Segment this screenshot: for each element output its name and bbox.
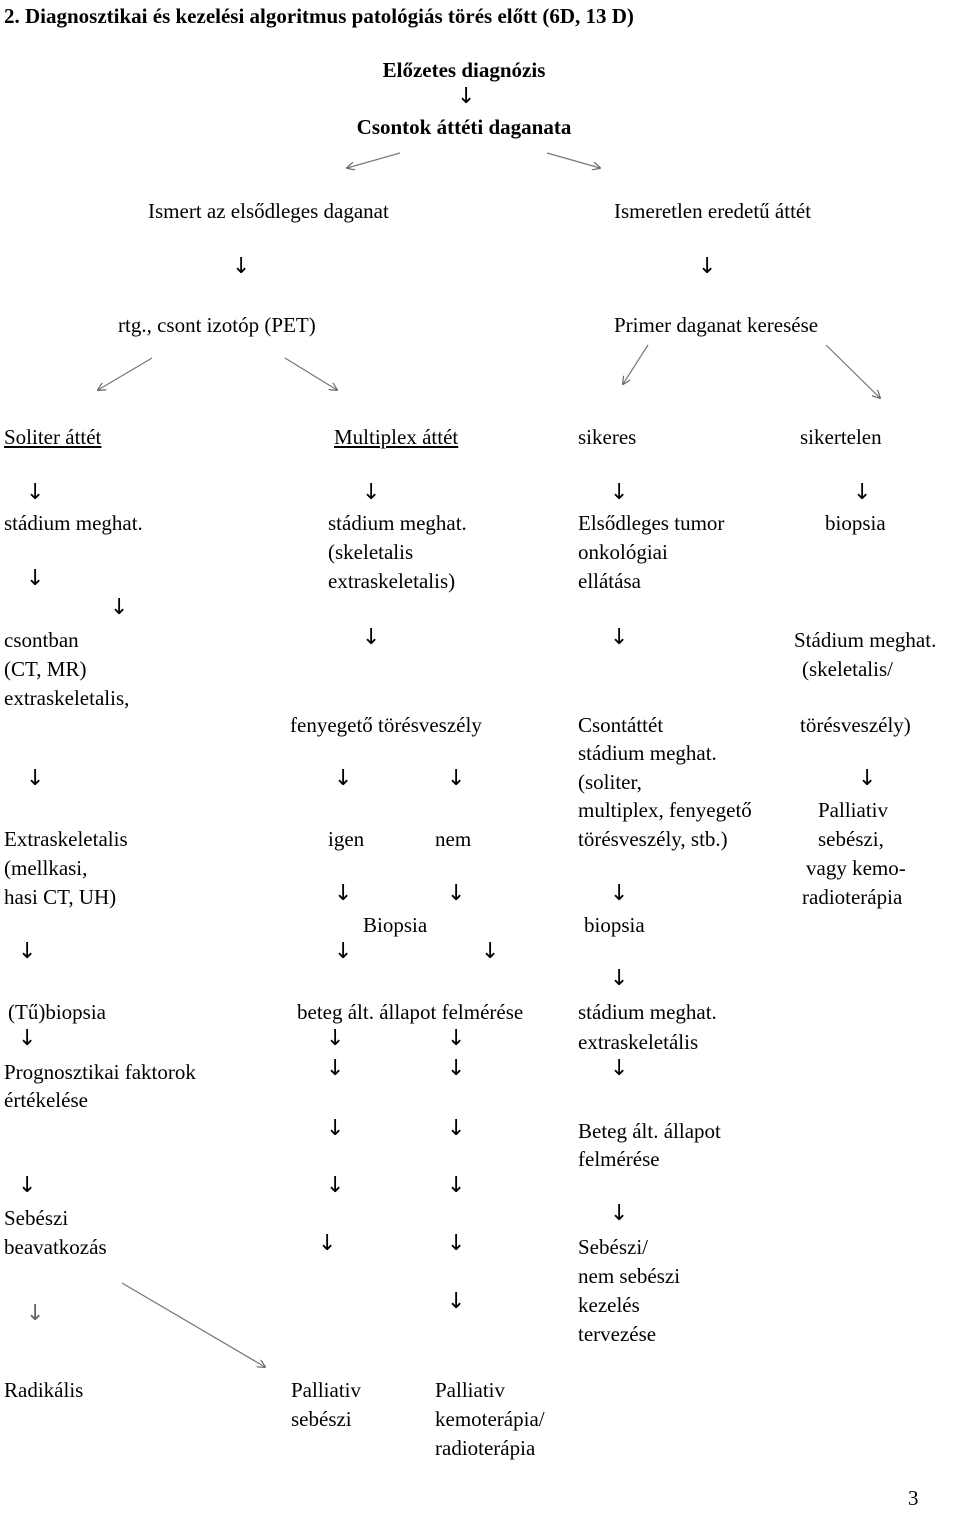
connector-to-sikertelen <box>826 345 880 398</box>
col1-stadium-meghat: stádium meghat. <box>4 511 143 535</box>
palliativ-kemo-line3: radioterápia <box>435 1436 536 1460</box>
beteg-alt-allapot-felmerese: beteg ált. állapot felmérése <box>297 1000 524 1024</box>
mellkasi: (mellkasi, <box>4 856 88 880</box>
csontok-atteti-daganata: Csontok áttéti daganata <box>356 115 572 139</box>
connector-to-ismert <box>347 153 400 168</box>
col4-biopsia: biopsia <box>825 511 886 535</box>
down-arrow-icon: ↓ <box>26 566 45 591</box>
col3-extraskeletalis: extraskeletális <box>578 1030 699 1054</box>
connector-to-palliativ <box>122 1283 265 1367</box>
down-arrow-icon: ↓ <box>26 1301 45 1326</box>
beavatkozas: beavatkozás <box>4 1235 107 1259</box>
down-arrow-icon: ↓ <box>110 595 129 620</box>
tubiopsia: (Tű)biopsia <box>8 1000 106 1024</box>
col4-sebeszi: sebészi, <box>818 827 884 851</box>
down-arrow-icon: ↓ <box>334 939 353 964</box>
csontban: csontban <box>4 628 79 652</box>
nem: nem <box>435 827 472 851</box>
onkologiai: onkológiai <box>578 540 668 564</box>
down-arrow-icon: ↓ <box>318 1231 337 1256</box>
col3-multiplex: multiplex, fenyegető <box>578 798 752 822</box>
page-title: 2. Diagnosztikai és kezelési algoritmus patológiás törés előtt (6D, 13 D) <box>4 4 634 28</box>
down-arrow-icon: ↓ <box>481 939 500 964</box>
col4-palliativ: Palliativ <box>818 798 888 822</box>
col4-vagy-kemo: vagy kemo- <box>806 856 906 880</box>
col4-radioterapia: radioterápia <box>802 885 903 909</box>
igen: igen <box>328 827 365 851</box>
down-arrow-icon: ↓ <box>610 1201 629 1226</box>
csontattet: Csontáttét <box>578 713 664 737</box>
ellatasa: ellátása <box>578 569 641 593</box>
page-number: 3 <box>908 1486 919 1510</box>
col2-biopsia: Biopsia <box>363 913 428 937</box>
down-arrow-icon: ↓ <box>610 966 629 991</box>
primer-daganat-keresese: Primer daganat keresése <box>614 313 819 337</box>
radikalis: Radikális <box>4 1378 84 1402</box>
down-arrow-icon: ↓ <box>26 480 45 505</box>
connector-to-soliter <box>98 358 152 390</box>
ismert-daganat: Ismert az elsődleges daganat <box>148 199 389 223</box>
down-arrow-icon: ↓ <box>362 625 381 650</box>
down-arrow-icon: ↓ <box>447 1231 466 1256</box>
col3-sebeszi: Sebészi/ <box>578 1235 648 1259</box>
down-arrow-icon: ↓ <box>232 254 251 279</box>
down-arrow-icon: ↓ <box>853 480 872 505</box>
palliativ-kemo-line2: kemoterápia/ <box>435 1407 545 1431</box>
down-arrow-icon: ↓ <box>858 766 877 791</box>
down-arrow-icon: ↓ <box>26 766 45 791</box>
ertekelese: értékelése <box>4 1088 88 1112</box>
ct-mr: (CT, MR) <box>4 657 87 681</box>
down-arrow-icon: ↓ <box>326 1116 345 1141</box>
down-arrow-icon: ↓ <box>18 939 37 964</box>
col2-extraskeletalis: extraskeletalis) <box>328 569 456 593</box>
down-arrow-icon: ↓ <box>447 1173 466 1198</box>
col2-stadium-meghat: stádium meghat. <box>328 511 467 535</box>
down-arrow-icon: ↓ <box>18 1173 37 1198</box>
down-arrow-icon: ↓ <box>447 1056 466 1081</box>
col3-tervezese: tervezése <box>578 1322 657 1346</box>
col3-toresveszely-stb: törésveszély, stb.) <box>578 827 728 851</box>
col4-stadium-meghat: Stádium meghat. <box>794 628 937 652</box>
down-arrow-icon: ↓ <box>334 766 353 791</box>
rtg-csont-izotop: rtg., csont izotóp (PET) <box>118 313 316 337</box>
down-arrow-icon: ↓ <box>457 84 476 109</box>
palliativ-kemo-line1: Palliativ <box>435 1378 505 1402</box>
down-arrow-icon: ↓ <box>610 480 629 505</box>
col3-beteg-alt-allapot: Beteg ált. állapot <box>578 1119 721 1143</box>
down-arrow-icon: ↓ <box>610 881 629 906</box>
down-arrow-icon: ↓ <box>334 881 353 906</box>
down-arrow-icon: ↓ <box>698 254 717 279</box>
prognosztikai-faktorok: Prognosztikai faktorok <box>4 1060 196 1084</box>
col3-nem-sebeszi: nem sebészi <box>578 1264 681 1288</box>
extraskeletalis-title: Extraskeletalis <box>4 827 128 851</box>
col3-stadium-meghat: stádium meghat. <box>578 741 717 765</box>
connector-to-multiplex <box>285 358 337 390</box>
palliativ-sebeszi-line2: sebészi <box>291 1407 352 1431</box>
connector-to-ismeretlen <box>547 153 600 168</box>
col3-kezeles: kezelés <box>578 1293 640 1317</box>
elozetes-diagnozis: Előzetes diagnózis <box>382 58 546 82</box>
hasi-ct-uh: hasi CT, UH) <box>4 885 117 909</box>
col4-toresveszely: törésveszély) <box>800 713 911 737</box>
extraskeletalis-col1: extraskeletalis, <box>4 686 130 710</box>
sikeres: sikeres <box>578 425 637 449</box>
down-arrow-icon: ↓ <box>447 766 466 791</box>
col2-skeletalis: (skeletalis <box>328 540 414 564</box>
down-arrow-icon: ↓ <box>326 1173 345 1198</box>
down-arrow-icon: ↓ <box>18 1026 37 1051</box>
ismeretlen-attet: Ismeretlen eredetű áttét <box>614 199 812 223</box>
elsodleges-tumor: Elsődleges tumor <box>578 511 725 535</box>
down-arrow-icon: ↓ <box>447 1116 466 1141</box>
multiplex-attet: Multiplex áttét <box>334 425 459 449</box>
col3-soliter: (soliter, <box>578 770 642 794</box>
down-arrow-icon: ↓ <box>326 1056 345 1081</box>
sikertelen: sikertelen <box>800 425 882 449</box>
col3-stadium-meghat-2: stádium meghat. <box>578 1000 717 1024</box>
down-arrow-icon: ↓ <box>610 625 629 650</box>
soliter-attet: Soliter áttét <box>4 425 102 449</box>
col4-skeletalis: (skeletalis/ <box>802 657 893 681</box>
down-arrow-icon: ↓ <box>447 1289 466 1314</box>
col3-biopsia: biopsia <box>584 913 645 937</box>
fenyegeto-toresveszely: fenyegető törésveszély <box>290 713 482 737</box>
col3-felmerese: felmérése <box>578 1147 660 1171</box>
connector-to-sikeres <box>623 345 648 384</box>
down-arrow-icon: ↓ <box>447 881 466 906</box>
down-arrow-icon: ↓ <box>447 1026 466 1051</box>
palliativ-sebeszi-line1: Palliativ <box>291 1378 361 1402</box>
down-arrow-icon: ↓ <box>326 1026 345 1051</box>
down-arrow-icon: ↓ <box>362 480 381 505</box>
down-arrow-icon: ↓ <box>610 1056 629 1081</box>
sebeszi-col1: Sebészi <box>4 1206 69 1230</box>
